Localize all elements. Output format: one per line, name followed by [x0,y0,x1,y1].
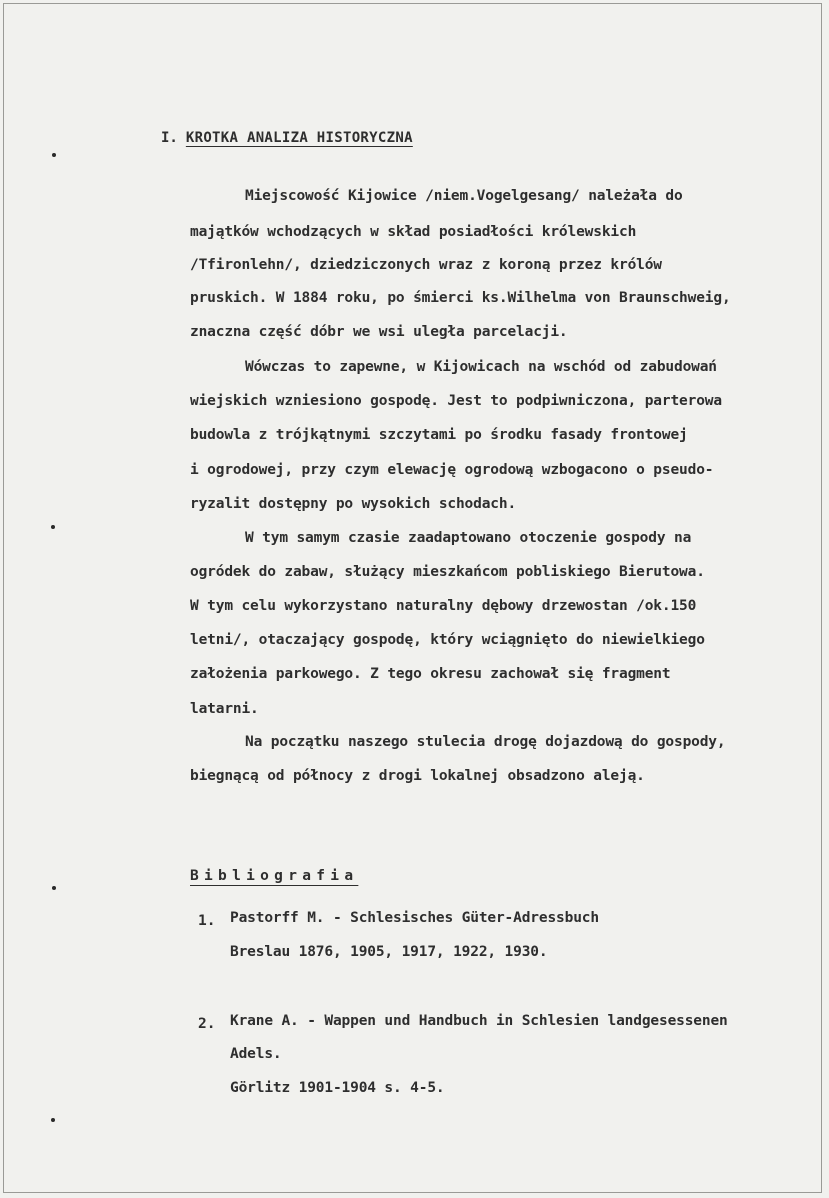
paragraph-line: ogródek do zabaw, służący mieszkańcom pobliskiego Bierutowa. [190,564,705,580]
paragraph-line: pruskich. W 1884 roku, po śmierci ks.Wilhelma von Braunschweig, [190,290,731,306]
paragraph-line: latarni. [190,701,259,717]
paragraph-line: założenia parkowego. Z tego okresu zachował się fragment [190,666,671,682]
paragraph-line: biegnącą od północy z drogi lokalnej obsadzono aleją. [190,768,645,784]
paragraph-line: budowla z trójkątnymi szczytami po środku fasady frontowej [190,427,688,443]
paragraph-line: majątków wchodzących w skład posiadłości królewskich [190,224,637,240]
paragraph-line: wiejskich wzniesiono gospodę. Jest to podpiwniczona, parterowa [190,393,722,409]
section-heading [161,130,435,146]
paragraph-line: i ogrodowej, przy czym elewację ogrodową wzbogacono o pseudo- [190,462,714,478]
bibliography-entry-number: 2. [198,1016,216,1032]
paragraph-line: W tym samym czasie zaadaptowano otoczenie gospody na [245,530,692,546]
paragraph-line: W tym celu wykorzystano naturalny dębowy drzewostan /ok.150 [190,598,697,614]
section-number: I. [161,130,178,146]
bibliography-entry-line: Breslau 1876, 1905, 1917, 1922, 1930. [230,944,548,960]
bibliography-entry-line: Görlitz 1901-1904 s. 4-5. [230,1080,445,1096]
bibliography-heading: Bibliografia [190,868,359,884]
paragraph-line: Miejscowość Kijowice /niem.Vogelgesang/ należała do [245,188,683,204]
bibliography-entry-line: Adels. [230,1046,282,1062]
bibliography-entry-line: Pastorff M. - Schlesisches Güter-Adressbuch [230,910,599,926]
bibliography-entry-number: 1. [198,913,216,929]
paragraph-line: ryzalit dostępny po wysokich schodach. [190,496,517,512]
bibliography-entry-line: Krane A. - Wappen und Handbuch in Schlesien landgesessenen [230,1013,728,1029]
paragraph-line: letni/, otaczający gospodę, który wciągnięto do niewielkiego [190,632,705,648]
paragraph-line: Na początku naszego stulecia drogę dojazdową do gospody, [245,734,726,750]
paragraph-line: znaczna część dóbr we wsi uległa parcelacji. [190,324,568,340]
paragraph-line: Wówczas to zapewne, w Kijowicach na wschód od zabudowań [245,359,717,375]
section-title: KROTKA ANALIZA HISTORYCZNA [185,130,413,146]
paragraph-line: /Tfironlehn/, dziedziczonych wraz z koroną przez królów [190,257,662,273]
